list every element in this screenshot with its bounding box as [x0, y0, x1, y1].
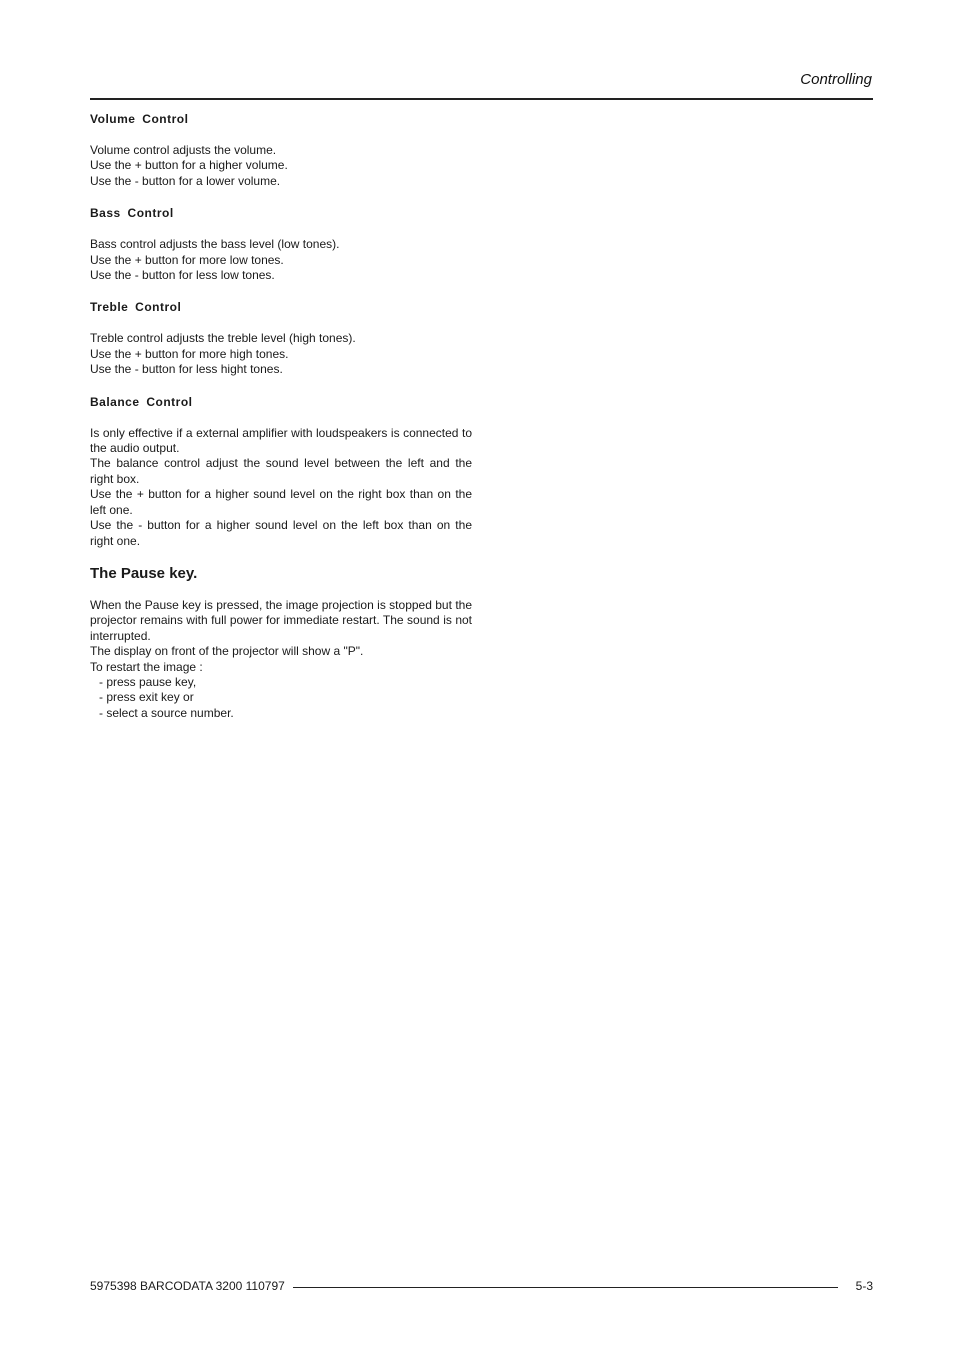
- header-divider: [90, 98, 873, 100]
- list-item: - select a source number.: [99, 705, 234, 720]
- text-paragraph: The balance control adjust the sound level between the left and the right box.: [90, 456, 472, 486]
- text-line: Treble control adjusts the treble level (high tones).: [90, 331, 356, 346]
- text-line: Use the - button for less low tones.: [90, 268, 275, 283]
- list-item: - press pause key,: [99, 674, 197, 689]
- section-heading: Balance Control: [90, 394, 193, 409]
- pause-key-heading: The Pause key.: [90, 564, 198, 582]
- page-header-title: Controlling: [800, 71, 872, 88]
- text-paragraph: When the Pause key is pressed, the image projection is stopped but the projector remains with full power for immediate restart. The sound is not interrupted.: [90, 597, 472, 643]
- text-paragraph: Use the + button for a higher sound level on the right box than on the left one.: [90, 487, 472, 517]
- text-line: Volume control adjusts the volume.: [90, 143, 277, 157]
- pause-key-section: [90, 565, 472, 721]
- text-line: Use the - button for less hight tones.: [90, 362, 283, 377]
- text-line: Use the - button for a lower volume.: [90, 173, 281, 188]
- text-paragraph: To restart the image :: [90, 659, 203, 674]
- page-number: 5-3: [855, 1279, 873, 1293]
- section-heading: Treble Control: [90, 300, 182, 315]
- text-paragraph: The display on front of the projector will show a "P".: [90, 644, 364, 659]
- treble-control-section: [90, 299, 472, 377]
- text-line: Use the + button for more low tones.: [90, 252, 284, 267]
- footer-divider: [293, 1287, 838, 1288]
- bass-control-section: [90, 205, 472, 283]
- page-content: [90, 111, 472, 721]
- section-heading: Bass Control: [90, 206, 174, 221]
- balance-control-section: [90, 394, 472, 549]
- document-id: 5975398 BARCODATA 3200 110797: [90, 1279, 285, 1293]
- section-heading: Volume Control: [90, 112, 189, 126]
- volume-control-section: [90, 111, 472, 189]
- list-item: - press exit key or: [99, 690, 194, 705]
- text-paragraph: Is only effective if a external amplifier with loudspeakers is connected to the audio output.: [90, 425, 472, 456]
- text-line: Use the + button for more high tones.: [90, 346, 289, 361]
- page-footer: [90, 1278, 873, 1294]
- text-paragraph: Use the - button for a higher sound level on the left box than on the right one.: [90, 518, 472, 548]
- text-line: Bass control adjusts the bass level (low tones).: [90, 237, 340, 252]
- text-line: Use the + button for a higher volume.: [90, 158, 288, 173]
